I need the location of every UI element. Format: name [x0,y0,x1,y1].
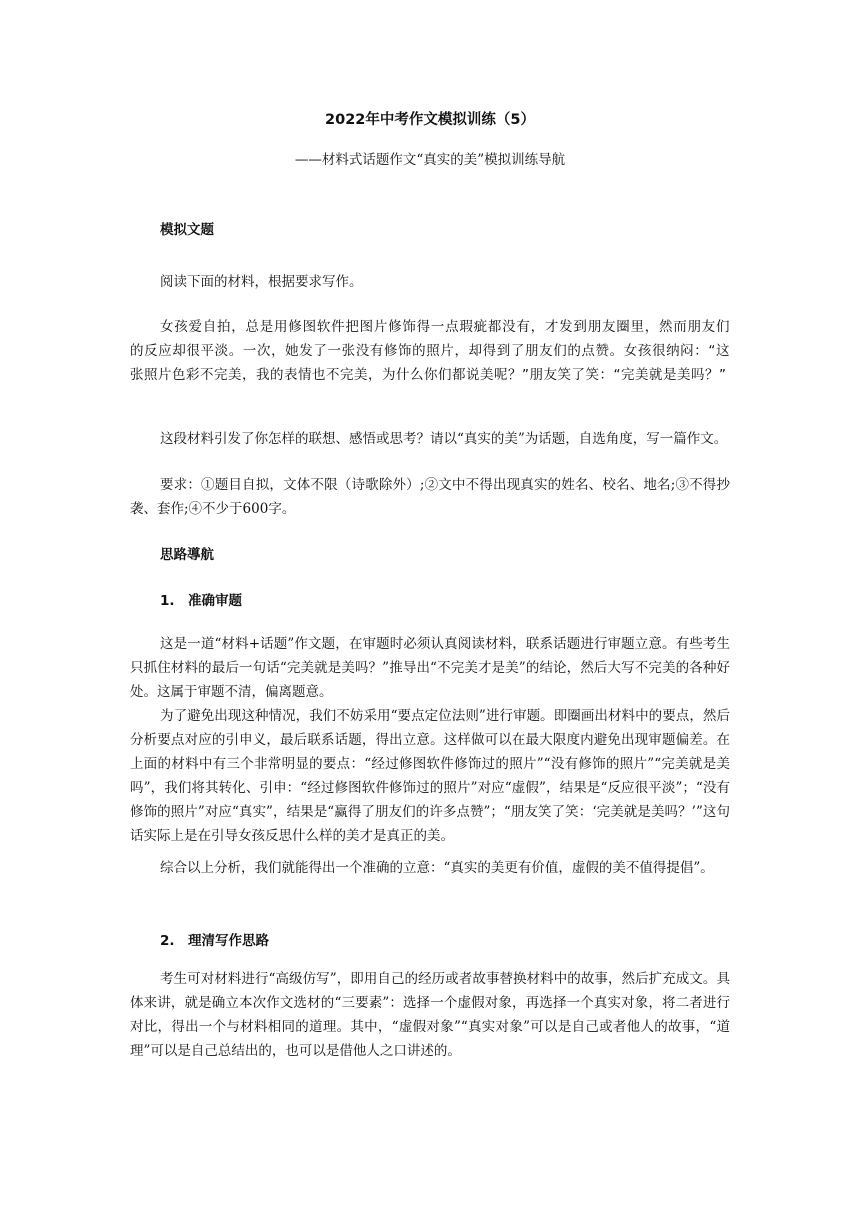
document-subtitle: ——材料式话题作文“真实的美”模拟训练导航 [294,152,566,168]
requirements-paragraph: 要求：①题目自拟，文体不限（诗歌除外）;②文中不得出现真实的姓名、校名、地名;③不得抄袭、套作;④不少于600字。 [130,477,730,517]
prompt-paragraph: 这段材料引发了你怎样的联想、感悟或思考？请以“真实的美”为话题，自选角度，写一篇作文。 [160,431,728,447]
subheading-writing-approach: 2. 理清写作思路 [160,933,270,949]
section-heading-guide: 思路導航 [160,547,214,563]
subheading-accurate-review: 1. 准确审题 [160,593,243,609]
analysis-paragraph-3: 综合以上分析，我们就能得出一个准确的立意：“真实的美更有价值，虚假的美不值得提倡”。 [160,860,714,876]
analysis-paragraph-2: 为了避免出现这种情况，我们不妨采用“要点定位法则”进行审题。即圈画出材料中的要点，然后分析要点对应的引申义，最后联系话题，得出立意。这样做可以在最大限度内避免出现审题偏差。在上面的材料中有三个非常明显的要点：“经过修图软件修饰过的照片”“没有修饰的照片”“完美就是美吗”，我们将其转化、引申：“经过修图软件修饰过的照片”对应“虚假”，结果是“反应很平淡”；“没有修饰的照片”对应“真实”，结果是“赢得了朋友们的许多点赞”；“朋友笑了笑：‘完美就是美吗？’”这句话实际上是在引导女孩反思什么样的美才是真正的美。 [130,708,730,844]
approach-paragraph: 考生可对材料进行“高级仿写”，即用自己的经历或者故事替换材料中的故事，然后扩充成文。具体来讲，就是确立本次作文选材的“三要素”：选择一个虚假对象，再选择一个真实对象，将二者进行对比，得出一个与材料相同的道理。其中，“虚假对象”“真实对象”可以是自己或者他人的故事，“道理”可以是自己总结出的，也可以是借他人之口讲述的。 [130,971,730,1059]
material-paragraph: 女孩爱自拍，总是用修图软件把图片修饰得一点瑕疵都没有，才发到朋友圈里，然而朋友们的反应却很平淡。一次，她发了一张没有修饰的照片，却得到了朋友们的点赞。女孩很纳闷：“这张照片色彩不完美，我的表情也不完美，为什么你们都说美呢？”朋友笑了笑：“完美就是美吗？” [130,319,730,383]
section-heading-mock-topic: 模拟文题 [160,222,214,238]
analysis-paragraph-1: 这是一道“材料+话题”作文题，在审题时必须认真阅读材料，联系话题进行审题立意。有些考生只抓住材料的最后一句话“完美就是美吗？”推导出“不完美才是美”的结论，然后大写不完美的各种好处。这属于审题不清，偏离题意。 [130,636,730,700]
document-title: 2022年中考作文模拟训练（5） [325,112,535,128]
instruction-paragraph: 阅读下面的材料，根据要求写作。 [160,274,363,290]
